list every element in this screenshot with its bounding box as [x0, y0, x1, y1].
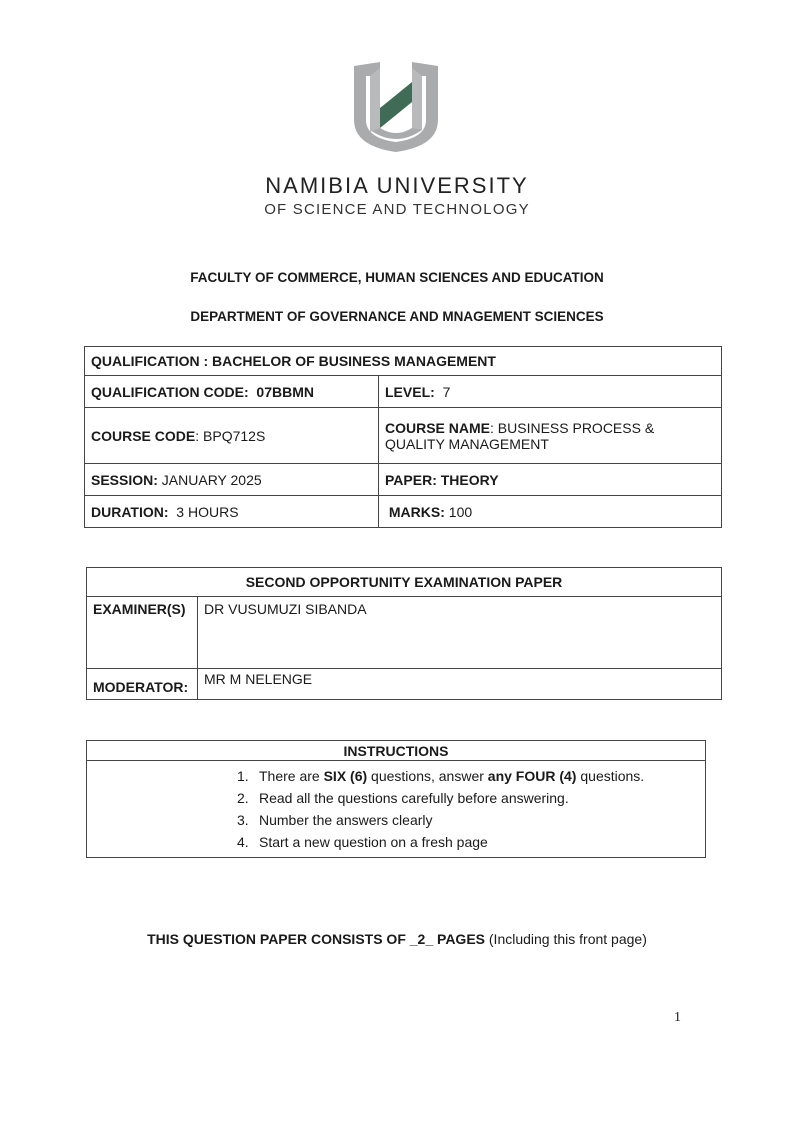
level-cell: LEVEL: 7 — [379, 376, 722, 408]
examiner-label: EXAMINER(S) — [87, 597, 198, 669]
instructions-list — [87, 761, 705, 857]
department-heading: DEPARTMENT OF GOVERNANCE AND MNAGEMENT SCIENCES — [190, 309, 604, 324]
course-code-cell: COURSE CODE: BPQ712S — [85, 408, 379, 464]
course-name-cell: COURSE NAME: BUSINESS PROCESS & QUALITY MANAGEMENT — [379, 408, 722, 464]
paper-cell: PAPER: THEORY — [379, 464, 722, 496]
duration-cell: DURATION: 3 HOURS — [85, 496, 379, 528]
instruction-item: 4. Start a new question on a fresh page — [237, 834, 488, 850]
moderator-name: MR M NELENGE — [198, 669, 722, 700]
session-cell: SESSION: JANUARY 2025 — [85, 464, 379, 496]
qualification-cell: QUALIFICATION : BACHELOR OF BUSINESS MANAGEMENT — [85, 347, 722, 376]
instruction-item: 3. Number the answers clearly — [237, 812, 433, 828]
university-subtitle: OF SCIENCE AND TECHNOLOGY — [264, 201, 530, 218]
instructions-table — [86, 740, 706, 858]
instructions-title: INSTRUCTIONS — [87, 741, 706, 761]
moderator-label: MODERATOR: — [87, 669, 198, 700]
faculty-heading: FACULTY OF COMMERCE, HUMAN SCIENCES AND EDUCATION — [190, 270, 604, 285]
examiners-table — [86, 567, 722, 700]
university-logo — [350, 58, 442, 154]
university-name: NAMIBIA UNIVERSITY — [265, 173, 529, 198]
page-count-note: THIS QUESTION PAPER CONSISTS OF _2_ PAGES (Including this front page) — [147, 931, 647, 947]
qualification-code-cell: QUALIFICATION CODE: 07BBMN — [85, 376, 379, 408]
page-number: 1 — [674, 1010, 681, 1025]
instruction-item: 1. There are SIX (6) questions, answer any FOUR (4) questions. — [237, 768, 645, 784]
examiner-name: DR VUSUMUZI SIBANDA — [198, 597, 722, 669]
course-details-table — [84, 346, 722, 528]
exam-title-cell: SECOND OPPORTUNITY EXAMINATION PAPER — [87, 568, 722, 597]
instruction-item: 2. Read all the questions carefully before answering. — [237, 790, 569, 806]
marks-cell: MARKS: 100 — [379, 496, 722, 528]
